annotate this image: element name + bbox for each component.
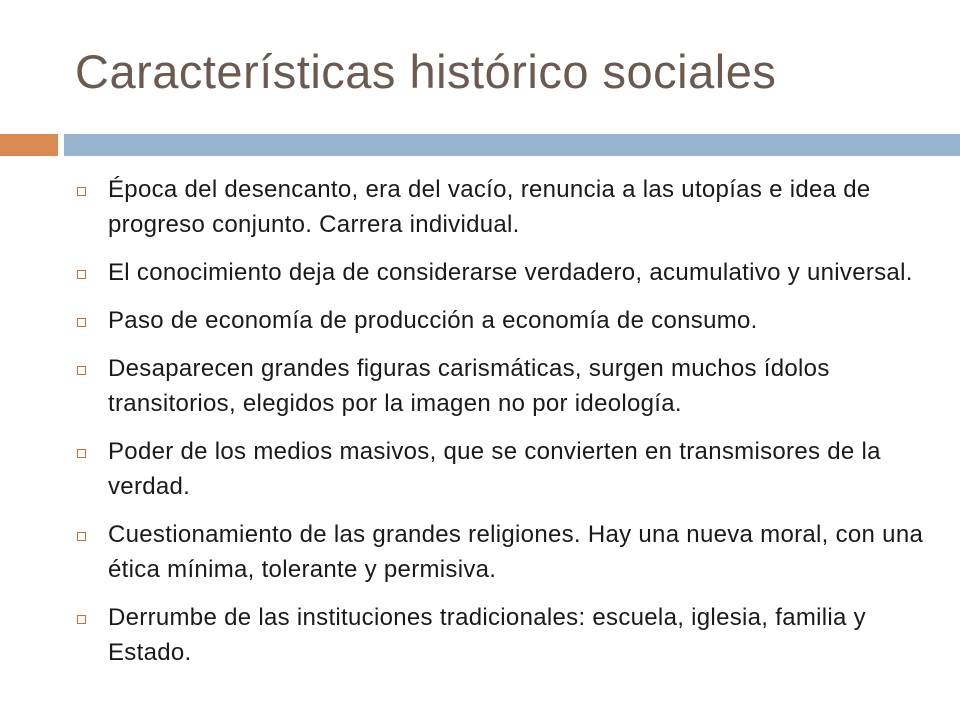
bullet-item xyxy=(76,517,936,587)
accent-bar-blue xyxy=(64,134,960,156)
bullet-item xyxy=(76,600,936,670)
bullet-text: El conocimiento deja de considerarse verdadero, acumulativo y universal. xyxy=(108,259,913,286)
bullet-text: Cuestionamiento de las grandes religiones. Hay una nueva moral, con una ética mínima, tolerante y permisiva. xyxy=(108,521,924,583)
bullet-list xyxy=(76,172,936,683)
bullet-item xyxy=(76,434,936,504)
hollow-square-icon xyxy=(77,449,86,458)
bullet-item xyxy=(76,303,936,338)
hollow-square-icon xyxy=(77,532,86,541)
hollow-square-icon xyxy=(77,270,86,279)
slide-title: Características histórico sociales xyxy=(75,45,777,98)
hollow-square-icon xyxy=(77,366,86,375)
bullet-text: Paso de economía de producción a economía de consumo. xyxy=(108,307,758,334)
bullet-item xyxy=(76,172,936,242)
bullet-text: Época del desencanto, era del vacío, renuncia a las utopías e idea de progreso conjunto. Carrera individual. xyxy=(108,176,871,238)
bullet-item xyxy=(76,255,936,290)
hollow-square-icon xyxy=(77,318,86,327)
bullet-text: Derrumbe de las instituciones tradicionales: escuela, iglesia, familia y Estado. xyxy=(108,604,866,666)
bullet-text: Desaparecen grandes figuras carismáticas, surgen muchos ídolos transitorios, elegidos por la imagen no por ideología. xyxy=(108,355,830,417)
bullet-item xyxy=(76,351,936,421)
bullet-text: Poder de los medios masivos, que se convierten en transmisores de la verdad. xyxy=(108,438,881,500)
hollow-square-icon xyxy=(77,615,86,624)
hollow-square-icon xyxy=(77,187,86,196)
accent-bar-orange xyxy=(0,134,58,156)
